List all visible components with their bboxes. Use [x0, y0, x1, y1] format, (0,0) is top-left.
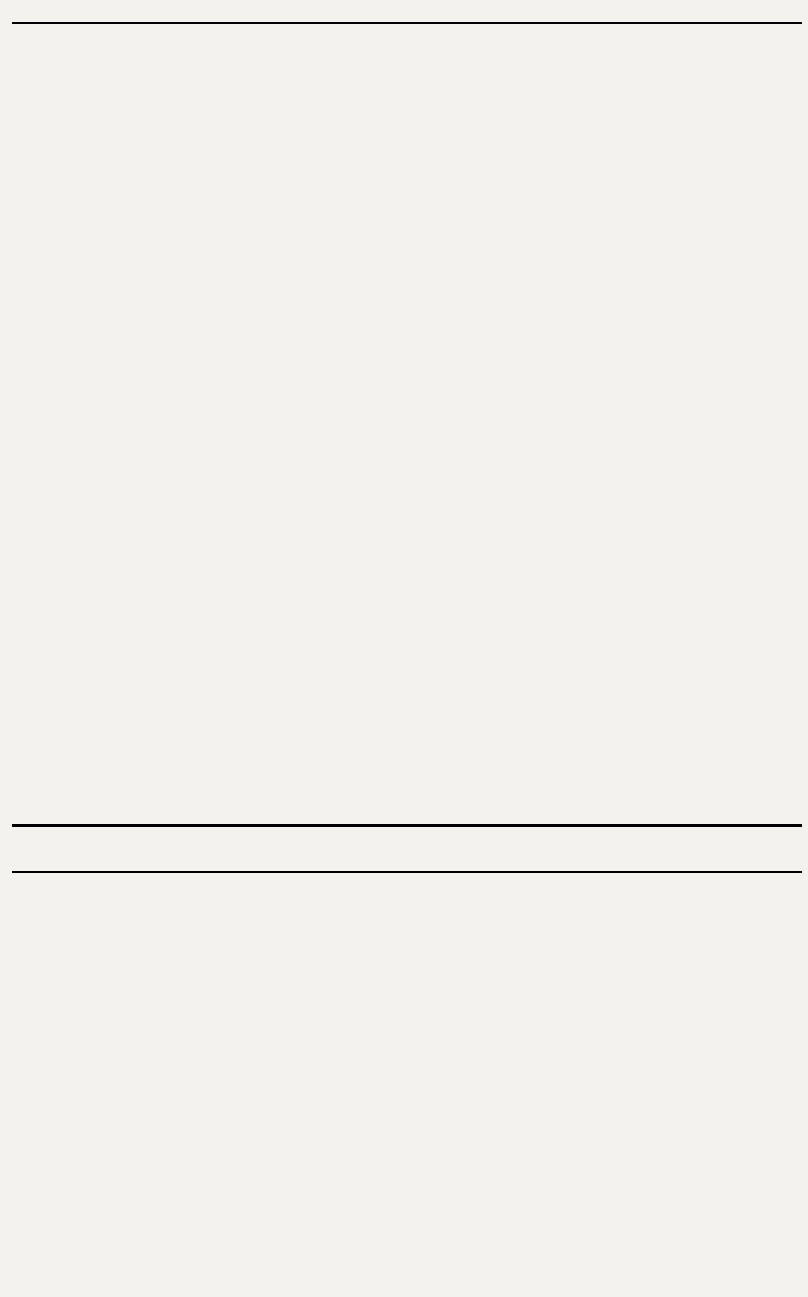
home-service-banner — [12, 824, 802, 873]
service-guide-section — [12, 870, 802, 1290]
masthead — [14, 6, 800, 20]
help-wanted-section — [12, 22, 802, 824]
